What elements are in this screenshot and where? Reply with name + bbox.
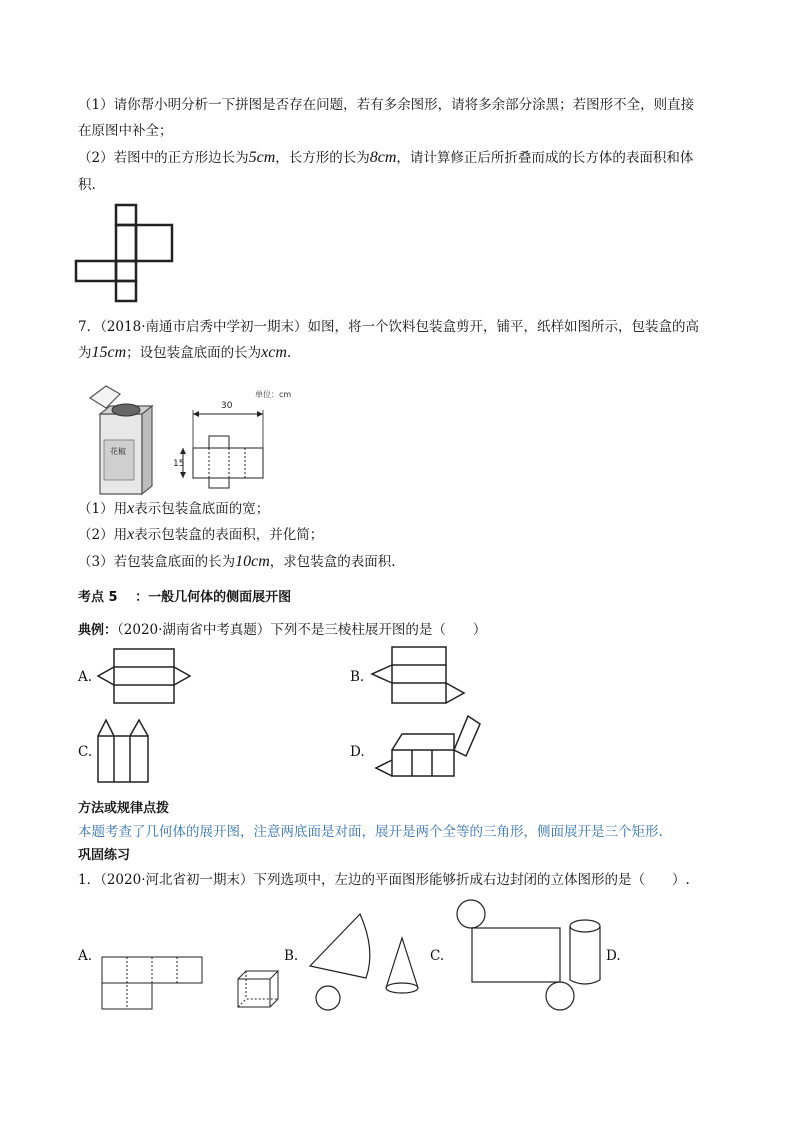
q7-sub1: （1）用x表示包装盒底面的宽； bbox=[78, 500, 270, 517]
example-option-b-figure bbox=[368, 645, 468, 707]
example-option-c-figure bbox=[96, 716, 152, 786]
practice-option-c-figure bbox=[452, 896, 608, 1014]
q7-width-label: 30 bbox=[221, 401, 233, 411]
practice-title: 巩固练习 bbox=[78, 848, 131, 863]
practice-option-a-label[interactable]: A. bbox=[78, 948, 93, 964]
method-text: 本题考查了几何体的展开图，注意两底面是对面，展开是两个全等的三角形，侧面展开是三个矩形. bbox=[78, 824, 663, 840]
q6-net-figure bbox=[74, 203, 178, 305]
q7-box-illustration bbox=[80, 384, 160, 499]
practice-option-b-figure bbox=[306, 910, 436, 1014]
practice-q1: 1．（2020·河北省初一期末）下列选项中，左边的平面图形能够折成右边封闭的立体图形的是（ ）. bbox=[78, 872, 690, 888]
q6-part1-line2: 在原图中补全； bbox=[78, 123, 173, 139]
q7-unit-label: 单位：cm bbox=[255, 390, 292, 399]
example-option-c-label[interactable]: C. bbox=[78, 744, 93, 760]
q7-line2: 为15cm；设包装盒底面的长为xcm. bbox=[78, 344, 292, 361]
practice-option-c-label[interactable]: C. bbox=[430, 948, 445, 964]
example-option-b-label[interactable]: B. bbox=[350, 669, 365, 685]
q6-part1-line1: （1）请你帮小明分析一下拼图是否存在问题，若有多余图形，请将多余部分涂黑；若图形不全，则直接 bbox=[78, 97, 695, 113]
kaodian-title: 考点 5 ：一般几何体的侧面展开图 bbox=[78, 590, 292, 605]
example-option-a-label[interactable]: A. bbox=[78, 669, 93, 685]
example-option-d-label[interactable]: D. bbox=[350, 744, 365, 760]
q6-part2-line1: （2）若图中的正方形边长为5cm，长方形的长为8cm，请计算修正后所折叠而成的长方体的表面积和体 bbox=[78, 149, 694, 166]
practice-option-b-label[interactable]: B. bbox=[284, 948, 299, 964]
method-title: 方法或规律点拨 bbox=[78, 801, 170, 816]
example-option-d-figure bbox=[372, 712, 482, 784]
q7-height-label: 15 bbox=[173, 459, 185, 469]
q7-net-figure bbox=[175, 386, 305, 486]
q7-box-brand-label: 花椒 bbox=[110, 447, 126, 456]
q7-line1: 7．（2018·南通市启秀中学初一期末）如图，将一个饮料包装盒剪开，铺平，纸样如图所示，包装盒的高 bbox=[78, 319, 699, 335]
example-question: 典例：（2020·湖南省中考真题）下列不是三棱柱展开图的是（ ） bbox=[78, 622, 487, 638]
example-option-a-figure bbox=[96, 647, 192, 707]
practice-option-d-label[interactable]: D. bbox=[606, 948, 621, 964]
practice-option-a-figure bbox=[100, 955, 280, 1015]
q7-sub3: （3）若包装盒底面的长为10cm，求包装盒的表面积. bbox=[78, 553, 396, 570]
q6-part2-line2: 积. bbox=[78, 177, 96, 193]
q7-sub2: （2）用x表示包装盒的表面积，并化简； bbox=[78, 526, 324, 543]
